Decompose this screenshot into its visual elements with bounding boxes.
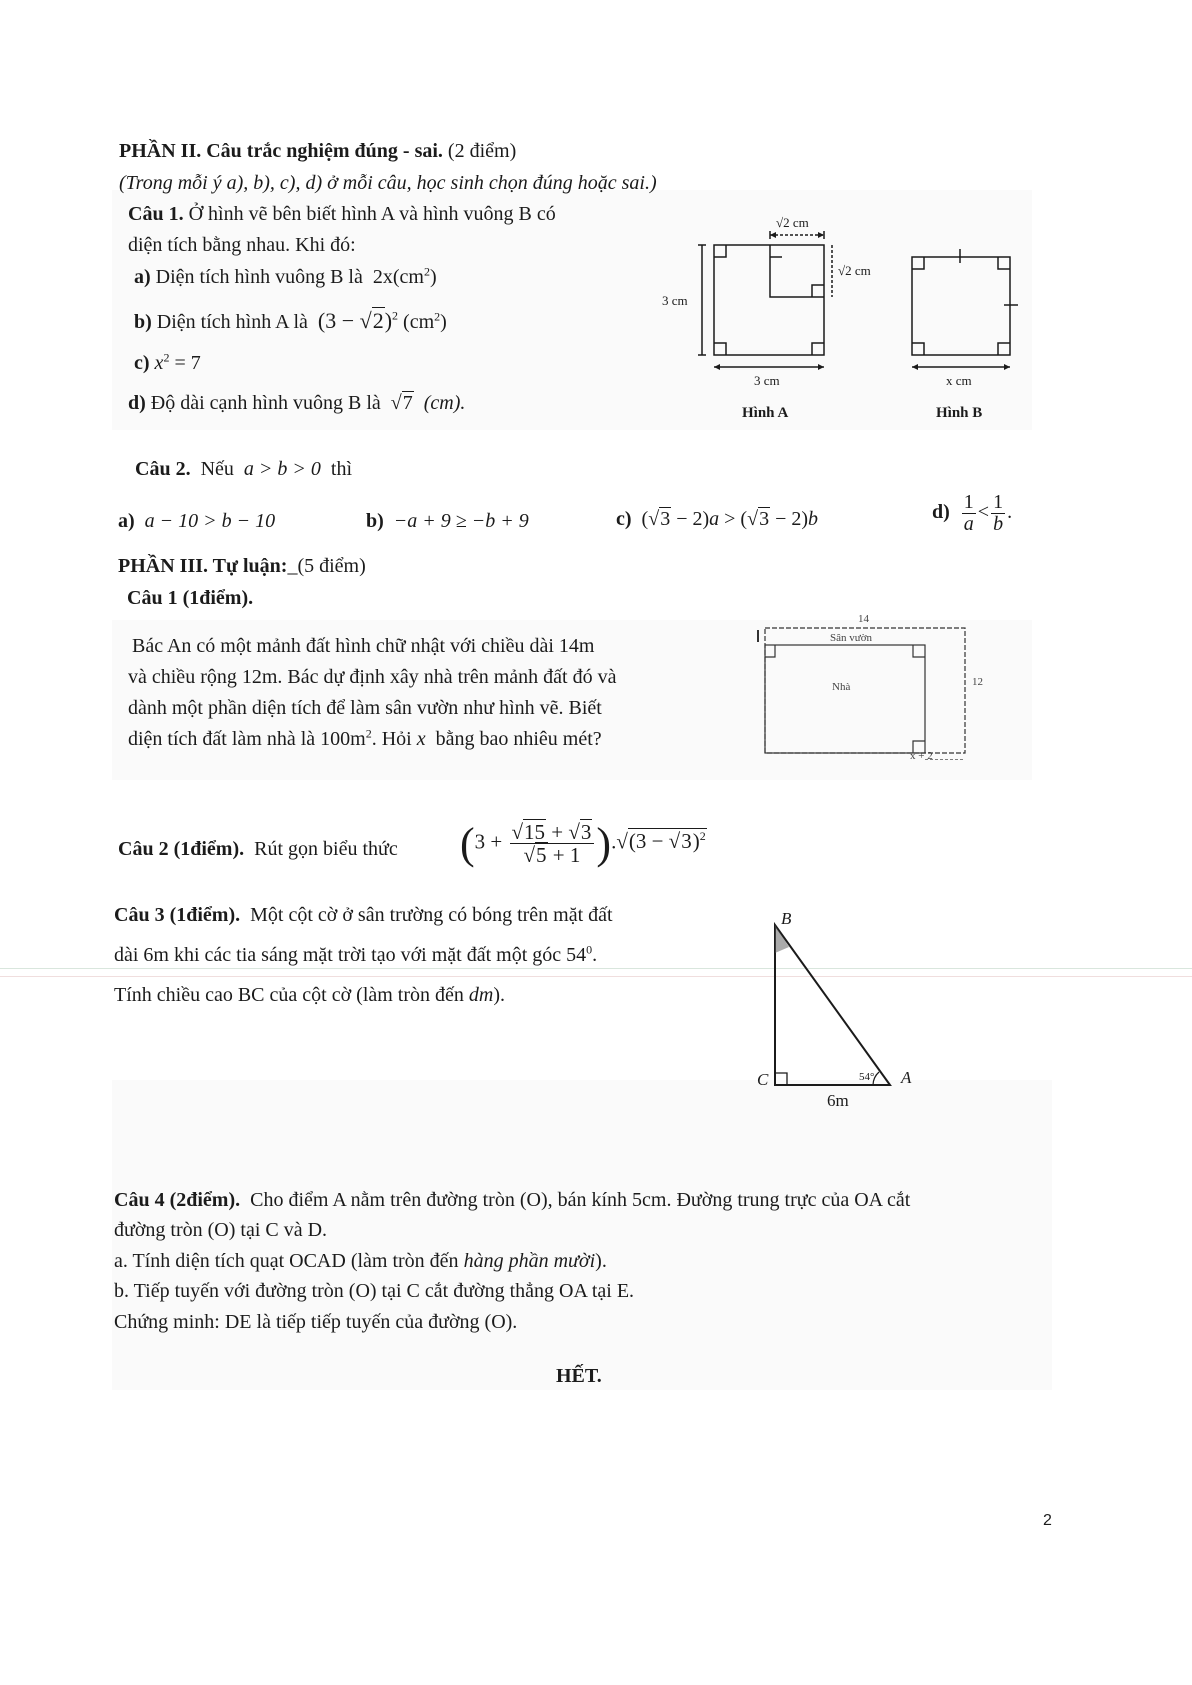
p2-q1-option-b: b) Diện tích hình A là $(3 - √2)^2$ $(cm^2)$	[134, 308, 447, 333]
figure-a-notch	[770, 245, 824, 297]
house-label: Nhà	[832, 681, 851, 693]
house-rect	[765, 645, 925, 753]
figure-a-b	[660, 205, 1030, 425]
land-outer	[765, 628, 965, 753]
part3-title: PHẦN III. Tự luận:	[118, 555, 288, 577]
page-number: 2	[1043, 1512, 1052, 1529]
p3-q1-label: Câu 1 (1điểm).	[127, 587, 254, 609]
p3-q1-line4: diện tích đất làm nhà là $100m^2$. Hỏi x bằng bao nhiêu mét?	[128, 726, 602, 750]
figure-a-side-label: √2 cm	[838, 263, 871, 278]
figure-b-caption: Hình B	[936, 405, 983, 421]
figure-a-top-label: √2 cm	[776, 215, 809, 230]
p2-q1-option-d: d) Độ dài cạnh hình vuông B là √7 (cm).	[128, 392, 466, 414]
angle-label: 54°	[859, 1071, 875, 1083]
land-figure	[750, 610, 1000, 760]
figure-a-caption: Hình A	[742, 405, 789, 421]
p3-q4-line3: a. Tính diện tích quạt OCAD (làm tròn đến hàng phần mười).	[114, 1250, 607, 1272]
vertex-b: B	[781, 909, 792, 928]
part2-title: PHẦN II. Câu trắc nghiệm đúng - sai.	[119, 140, 443, 162]
p2-q2-option-b: b) −a + 9 ≥ −b + 9	[366, 510, 529, 532]
figure-a-bottom-label: 3 cm	[754, 373, 780, 388]
end-mark: HẾT.	[556, 1365, 602, 1387]
part2-instruction: (Trong mỗi ý a), b), c), d) ở mỗi câu, học sinh chọn đúng hoặc sai.)	[119, 172, 657, 194]
p2-q1-option-a: a) Diện tích hình vuông B là $2x(cm^2)$	[134, 264, 437, 288]
p3-q4-line5: Chứng minh: DE là tiếp tiếp tuyến của đường (O).	[114, 1311, 518, 1333]
land-right-label: 12	[972, 676, 983, 688]
p2-q2-option-d: d) $\frac{1}{a}$ < $\frac{1}{b}$ .	[932, 491, 1013, 535]
figure-a-square	[714, 245, 824, 355]
p2-q1-option-c: c) $x^2 = 7$	[134, 350, 201, 374]
p3-q1-line2: và chiều rộng 12m. Bác dự định xây nhà trên mảnh đất đó và	[128, 666, 617, 688]
p3-q3-line2: dài 6m khi các tia sáng mặt trời tạo với mặt đất một góc $54^0$.	[114, 942, 598, 966]
p3-q4-line4: b. Tiếp tuyến với đường tròn (O) tại C cắt đường thẳng OA tại E.	[114, 1280, 635, 1302]
p3-q3-line3: Tính chiều cao BC của cột cờ (làm tròn đến dm).	[114, 984, 506, 1006]
expression: (3 + $\frac{√15 + √3}{√5 + 1}$ )$.√(3 - √3)^2$	[460, 819, 706, 868]
flagpole-triangle	[755, 905, 925, 1115]
p3-q1-line1: Bác An có một mảnh đất hình chữ nhật với chiều dài 14m	[132, 635, 595, 657]
garden-label: Sân vườn	[830, 632, 873, 644]
part3-heading	[118, 555, 366, 578]
p3-q1-line3: dành một phần diện tích để làm sân vườn như hình vẽ. Biết	[128, 697, 602, 719]
p2-q1-line2: diện tích bằng nhau. Khi đó:	[128, 234, 356, 256]
p2-q2-stem: Câu 2. Nếu a > b > 0 thì	[135, 458, 353, 480]
p2-q2-option-c: c) (√3 − 2)a > (√3 − 2)b	[616, 508, 819, 530]
part2-heading	[119, 140, 516, 163]
figure-a-left-label: 3 cm	[662, 293, 688, 308]
vertex-a: A	[901, 1068, 912, 1087]
angle-b-shade	[775, 925, 789, 953]
p2-q1-line1: Câu 1. Ở hình vẽ bên biết hình A và hình vuông B có	[128, 203, 556, 225]
p2-q2-option-a: a) a − 10 > b − 10	[118, 510, 276, 532]
scan-line	[0, 976, 1192, 977]
formula-c: (√3 − 2)a > (√3 − 2)b	[641, 508, 819, 530]
vertex-c: C	[757, 1070, 769, 1089]
figure-b-bottom-label: x cm	[946, 373, 972, 388]
scan-line	[0, 968, 1192, 969]
p3-q2: Câu 2 (1điểm). Rút gọn biểu thức	[118, 838, 398, 860]
figure-b-square	[912, 257, 1010, 355]
base-label: 6m	[827, 1091, 849, 1110]
p3-q4-line1: Câu 4 (2điểm). Cho điểm A nằm trên đường tròn (O), bán kính 5cm. Đường trung trực của OA cắt	[114, 1189, 911, 1211]
land-top-label: 14	[858, 613, 869, 625]
part2-points: (2 điểm)	[447, 140, 517, 162]
p3-q4-line2: đường tròn (O) tại C và D.	[114, 1219, 328, 1241]
land-bottom-label: x + 2	[910, 750, 933, 760]
part3-points: _(5 điểm)	[287, 555, 366, 577]
p3-q3-line1: Câu 3 (1điểm). Một cột cờ ở sân trường có bóng trên mặt đất	[114, 904, 613, 926]
formula-b: $(3 - √2)^2$	[317, 308, 399, 333]
triangle-sides	[775, 925, 890, 1085]
